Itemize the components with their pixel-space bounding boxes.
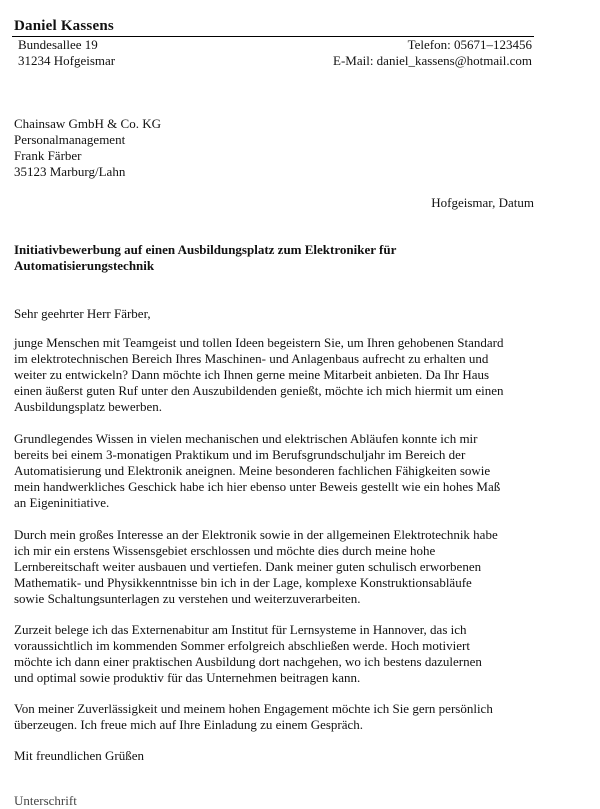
recipient-department: Personalmanagement bbox=[14, 132, 126, 147]
paragraph-line: einen äußerst guten Ruf unter den Auszubildenden genießt, möchte ich mich hiermit um einen bbox=[14, 383, 504, 398]
paragraph-4 bbox=[14, 622, 554, 686]
paragraph-line: sowie Schaltungsunterlagen zu verstehen und weiterzuverarbeiten. bbox=[14, 591, 361, 606]
paragraph-line: weiter zu entwickeln? Dann möchte ich Ihnen gerne meine Mitarbeit anbieten. Da Ihr Haus bbox=[14, 367, 490, 382]
paragraph-line: ich mir ein erstens Wissensgebiet erschlossen und möchte dies durch meine hohe bbox=[14, 543, 436, 558]
sender-city: 31234 Hofgeismar bbox=[18, 53, 116, 68]
paragraph-line: junge Menschen mit Teamgeist und tollen Ideen begeistern Sie, um Ihren gehobenen Standard bbox=[14, 335, 504, 350]
sender-street: Bundesallee 19 bbox=[18, 37, 98, 52]
paragraph-line: im elektrotechnischen Bereich Ihres Maschinen- und Anlagenbaus aufrecht zu erhalten und bbox=[14, 351, 489, 366]
subject-line-2: Automatisierungstechnik bbox=[14, 258, 155, 273]
recipient-contact: Frank Färber bbox=[14, 148, 82, 163]
paragraph-line: überzeugen. Ich freue mich auf Ihre Einladung zu einem Gespräch. bbox=[14, 717, 364, 732]
paragraph-line: bereits bei einem 3-monatigen Praktikum und im Berufsgrundschuljahr im Bereich der bbox=[14, 447, 466, 462]
paragraph-2 bbox=[14, 431, 554, 511]
paragraph-line: an Eigeninitiative. bbox=[14, 495, 110, 510]
paragraph-line: Zurzeit belege ich das Externenabitur am Institut für Lernsysteme in Hannover, das ich bbox=[14, 622, 467, 637]
salutation bbox=[14, 306, 554, 322]
sender-phone: Telefon: 05671–123456 bbox=[407, 37, 532, 52]
paragraph-line: mein handwerkliches Geschick habe ich hier ebenso unter Beweis gestellt wie ein hohes Maß bbox=[14, 479, 501, 494]
paragraph-3 bbox=[14, 527, 554, 607]
paragraph-line: Durch mein großes Interesse an der Elektronik sowie in der allgemeinen Elektrotechnik habe bbox=[14, 527, 498, 542]
paragraph-line: Lernbereitschaft weiter ausbauen und vertiefen. Dank meiner guten schulisch erworbenen bbox=[14, 559, 482, 574]
closing bbox=[14, 748, 554, 764]
paragraph-line: möchte ich dann einer praktischen Ausbildung dort nachgehen, wo ich bestens dazulernen bbox=[14, 654, 482, 669]
signature-line-cutoff: Unterschrift bbox=[14, 793, 77, 808]
subject-line bbox=[14, 242, 554, 274]
paragraph-line: voraussichtlich im kommenden Sommer erfolgreich abschließen werde. Hoch motiviert bbox=[14, 638, 470, 653]
paragraph-line: und optimal sowie produktiv für das Unternehmen beitragen kann. bbox=[14, 670, 361, 685]
paragraph-1 bbox=[14, 335, 554, 415]
paragraph-line: Mathematik- und Physikkenntnisse bin ich in der Lage, komplexe Konstruktionsabläufe bbox=[14, 575, 472, 590]
recipient-address bbox=[14, 116, 161, 180]
paragraph-line: Grundlegendes Wissen in vielen mechanischen und elektrischen Abläufen konnte ich mir bbox=[14, 431, 478, 446]
paragraph-line: Von meiner Zuverlässigkeit und meinem hohen Engagement möchte ich Sie gern persönlich bbox=[14, 701, 493, 716]
paragraph-line: Ausbildungsplatz bewerben. bbox=[14, 399, 163, 414]
place-date: Hofgeismar, Datum bbox=[431, 195, 534, 210]
subject-line-1: Initiativbewerbung auf einen Ausbildungsplatz zum Elektroniker für bbox=[14, 242, 397, 257]
paragraph-line: Automatisierung und Elektronik aneignen. Meine besonderen fachlichen Fähigkeiten sowie bbox=[14, 463, 491, 478]
closing-text: Mit freundlichen Grüßen bbox=[14, 748, 144, 763]
sender-name: Daniel Kassens bbox=[14, 18, 114, 34]
sender-email: E-Mail: daniel_kassens@hotmail.com bbox=[333, 53, 532, 68]
paragraph-5 bbox=[14, 701, 554, 733]
recipient-company: Chainsaw GmbH & Co. KG bbox=[14, 116, 161, 131]
salutation-text: Sehr geehrter Herr Färber, bbox=[14, 306, 151, 321]
recipient-city: 35123 Marburg/Lahn bbox=[14, 164, 126, 179]
